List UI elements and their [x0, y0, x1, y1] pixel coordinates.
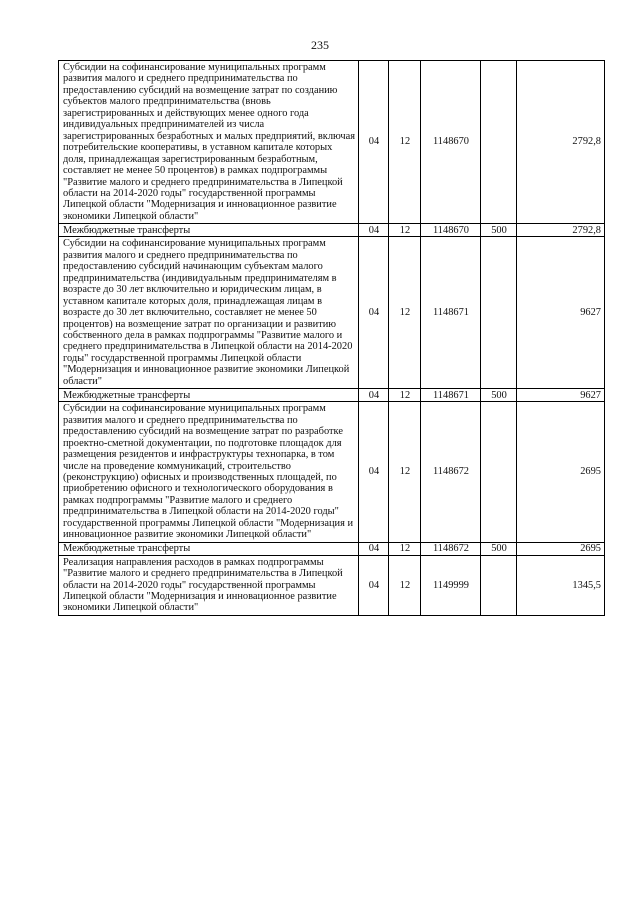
budget-table: [58, 60, 605, 616]
row-expense-type: 500: [481, 542, 517, 555]
row-description: Межбюджетные трансферты: [59, 224, 359, 237]
row-amount: 9627: [517, 237, 605, 389]
row-expense-type: 500: [481, 224, 517, 237]
row-target-article: 1148671: [421, 237, 481, 389]
table-row: [59, 61, 605, 224]
table-row: [59, 237, 605, 389]
row-section: 04: [359, 61, 389, 224]
row-subsection: 12: [389, 224, 421, 237]
row-amount: 2792,8: [517, 224, 605, 237]
row-expense-type: [481, 555, 517, 615]
row-amount: 2695: [517, 402, 605, 542]
row-subsection: 12: [389, 555, 421, 615]
row-subsection: 12: [389, 237, 421, 389]
table-row: [59, 542, 605, 555]
row-amount: 1345,5: [517, 555, 605, 615]
row-description: Субсидии на софинансирование муниципальных программ развития малого и среднего предпринимательства по предоставлению субсидий на возмещение затрат по разработке проектно-сметной документации, по подготовке площадок для размещения резидентов и инфраструктуры технопарка, в том числе на проведение коммуникаций, строительство (реконструкцию) офисных и производственных площадей, по приобретению офисного и технологического оборудования в рамках подпрограммы "Развитие малого и среднего предпринимательства в Липецкой области на 2014-2020 годы" государственной программы Липецкой области "Модернизация и инновационное развитие экономики Липецкой области": [59, 402, 359, 542]
row-target-article: 1148670: [421, 224, 481, 237]
row-expense-type: 500: [481, 389, 517, 402]
row-section: 04: [359, 237, 389, 389]
row-target-article: 1148672: [421, 402, 481, 542]
row-target-article: 1148671: [421, 389, 481, 402]
row-description: Межбюджетные трансферты: [59, 389, 359, 402]
row-amount: 9627: [517, 389, 605, 402]
row-expense-type: [481, 402, 517, 542]
row-description: Реализация направления расходов в рамках подпрограммы "Развитие малого и среднего предпринимательства в Липецкой области на 2014-2020 годы" государственной программы Липецкой области "Модернизация и инновационное развитие экономики Липецкой области": [59, 555, 359, 615]
table-row: [59, 224, 605, 237]
row-subsection: 12: [389, 402, 421, 542]
row-expense-type: [481, 237, 517, 389]
row-expense-type: [481, 61, 517, 224]
row-amount: 2695: [517, 542, 605, 555]
row-subsection: 12: [389, 389, 421, 402]
row-description: Субсидии на софинансирование муниципальных программ развития малого и среднего предпринимательства по предоставлению субсидий на возмещение затрат по созданию субъектов малого предпринимательства (вновь зарегистрированных и действующих менее одного года индивидуальных предпринимателей из числа зарегистрированных безработных и малых предприятий, включая потребительские кооперативы, в уставном капитале которых доля, принадлежащая зарегистрированным безработным, составляет не менее 50 процентов) в рамках подпрограммы "Развитие малого и среднего предпринимательства в Липецкой области на 2014-2020 годы" государственной программы Липецкой области "Модернизация и инновационное развитие экономики Липецкой области": [59, 61, 359, 224]
row-target-article: 1149999: [421, 555, 481, 615]
row-target-article: 1148672: [421, 542, 481, 555]
row-section: 04: [359, 224, 389, 237]
row-subsection: 12: [389, 61, 421, 224]
row-section: 04: [359, 389, 389, 402]
row-section: 04: [359, 542, 389, 555]
row-target-article: 1148670: [421, 61, 481, 224]
row-description: Межбюджетные трансферты: [59, 542, 359, 555]
row-subsection: 12: [389, 542, 421, 555]
row-description: Субсидии на софинансирование муниципальных программ развития малого и среднего предпринимательства по предоставлению субсидий начинающим субъектам малого предпринимательства (индивидуальным предпринимателям в возрасте до 30 лет включительно и юридическим лицам, в уставном капитале которых доля, принадлежащая лицам в возрасте до 30 лет включительно, составляет не менее 50 процентов) на возмещение затрат по организации и развитию собственного дела в рамках подпрограммы "Развитие малого и среднего предпринимательства в Липецкой области на 2014-2020 годы" государственной программы Липецкой области "Модернизация и инновационное развитие экономики Липецкой области": [59, 237, 359, 389]
table-row: [59, 555, 605, 615]
row-section: 04: [359, 402, 389, 542]
table-row: [59, 389, 605, 402]
page-number: 235: [311, 38, 329, 52]
table-row: [59, 402, 605, 542]
row-section: 04: [359, 555, 389, 615]
row-amount: 2792,8: [517, 61, 605, 224]
